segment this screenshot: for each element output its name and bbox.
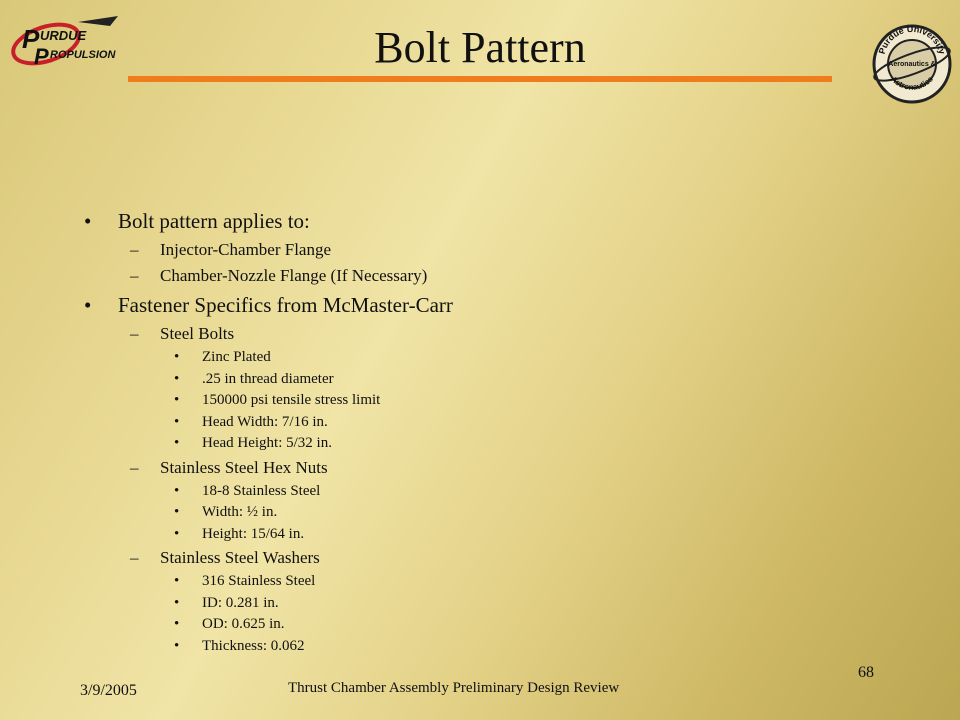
logo-right-top-text: Purdue University bbox=[876, 23, 948, 56]
bullet-item-level-3 bbox=[84, 614, 884, 636]
bullet-marker: • bbox=[174, 616, 180, 632]
bullet-item-level-3 bbox=[84, 412, 884, 434]
bullet-text: Head Width: 7/16 in. bbox=[202, 413, 328, 430]
logo-initial-1: P bbox=[22, 24, 40, 54]
bullet-item-level-3 bbox=[84, 390, 884, 412]
footer-date: 3/9/2005 bbox=[80, 682, 137, 699]
dash-marker: – bbox=[130, 266, 139, 285]
dash-marker: – bbox=[130, 324, 139, 343]
bullet-text: Thickness: 0.062 bbox=[202, 637, 305, 654]
bullet-text: Height: 15/64 in. bbox=[202, 525, 305, 542]
title-underline bbox=[128, 76, 832, 82]
bullet-item-level-3 bbox=[84, 369, 884, 391]
logo-right-middle-text: Aeronautics & bbox=[888, 61, 936, 68]
bullet-text: Zinc Plated bbox=[202, 349, 271, 365]
bullet-item-level-2 bbox=[84, 545, 884, 571]
bullet-marker: • bbox=[174, 349, 180, 365]
bullet-text: Width: ½ in. bbox=[202, 504, 278, 520]
bullet-text: 150000 psi tensile stress limit bbox=[202, 392, 381, 408]
dash-marker: – bbox=[130, 457, 139, 477]
bullet-item-level-3 bbox=[84, 571, 884, 593]
purdue-aae-logo bbox=[870, 8, 954, 120]
bullet-item-level-3 bbox=[84, 524, 884, 546]
bullet-marker: • bbox=[174, 435, 180, 451]
bullet-item-level-2 bbox=[84, 237, 884, 263]
bullet-item-level-3 bbox=[84, 433, 884, 455]
bullet-text: Bolt pattern applies to: bbox=[118, 209, 310, 233]
bullet-marker: • bbox=[174, 594, 180, 611]
bullet-marker: • bbox=[174, 482, 180, 499]
footer-presentation-title: Thrust Chamber Assembly Preliminary Design Review bbox=[288, 680, 620, 696]
bullet-text: Stainless Steel Washers bbox=[160, 548, 320, 567]
bullet-text: Chamber-Nozzle Flange (If Necessary) bbox=[160, 266, 428, 285]
bullet-text: Head Height: 5/32 in. bbox=[202, 435, 332, 451]
bullet-marker: • bbox=[174, 370, 180, 387]
bullet-item-level-1 bbox=[84, 289, 884, 321]
bullet-marker: • bbox=[174, 637, 180, 654]
bullet-item-level-3 bbox=[84, 481, 884, 503]
bullet-text: Steel Bolts bbox=[160, 324, 235, 343]
page-number: 68 bbox=[858, 664, 874, 681]
logo-right-bottom-text: Astronautics bbox=[889, 74, 935, 92]
bullet-text: Fastener Specifics from McMaster-Carr bbox=[118, 293, 453, 317]
bullet-text: ID: 0.281 in. bbox=[202, 594, 279, 611]
bullet-item-level-2 bbox=[84, 263, 884, 289]
bullet-list bbox=[84, 205, 884, 657]
dash-marker: – bbox=[130, 548, 139, 567]
bullet-text: .25 in thread diameter bbox=[202, 370, 334, 387]
bullet-text: OD: 0.625 in. bbox=[202, 616, 285, 632]
bullet-marker: • bbox=[174, 392, 180, 408]
bullet-item-level-3 bbox=[84, 502, 884, 524]
bullet-marker: • bbox=[174, 573, 180, 589]
bullet-item-level-3 bbox=[84, 593, 884, 615]
bullet-marker: • bbox=[84, 293, 92, 317]
dash-marker: – bbox=[130, 240, 139, 259]
logo-line-1: URDUE bbox=[40, 28, 87, 43]
bullet-item-level-3 bbox=[84, 347, 884, 369]
slide-title: Bolt Pattern bbox=[374, 23, 586, 72]
bullet-item-level-2 bbox=[84, 455, 884, 481]
logo-line-2: ROPULSION bbox=[50, 49, 116, 61]
logo-initial-2: P bbox=[34, 44, 49, 69]
bullet-marker: • bbox=[174, 525, 180, 542]
bullet-item-level-3 bbox=[84, 636, 884, 658]
bullet-item-level-1 bbox=[84, 205, 884, 237]
bullet-marker: • bbox=[84, 209, 92, 233]
bullet-marker: • bbox=[174, 504, 180, 520]
bullet-text: Injector-Chamber Flange bbox=[160, 240, 332, 259]
bullet-marker: • bbox=[174, 413, 180, 430]
bullet-text: 18-8 Stainless Steel bbox=[202, 482, 321, 499]
bullet-text: Stainless Steel Hex Nuts bbox=[160, 457, 328, 477]
bullet-item-level-2 bbox=[84, 321, 884, 347]
bullet-text: 316 Stainless Steel bbox=[202, 573, 316, 589]
